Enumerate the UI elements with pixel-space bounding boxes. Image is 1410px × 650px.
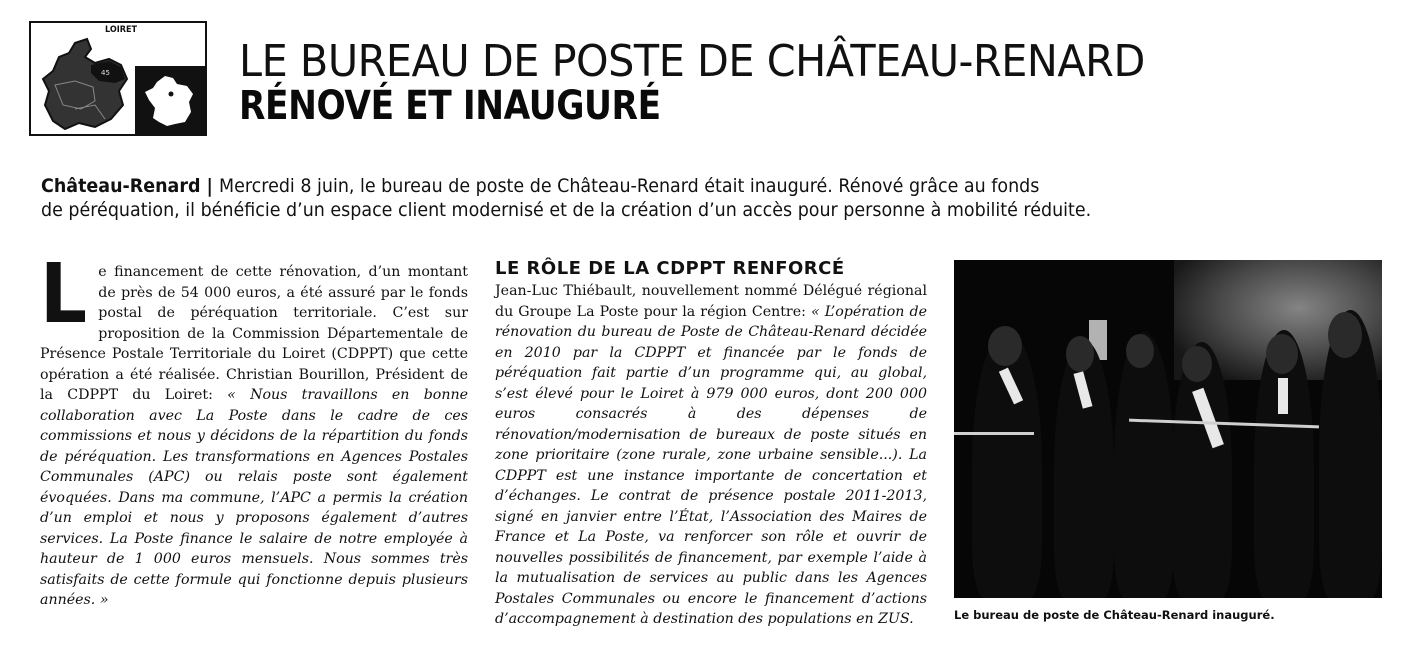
column1-quote: « Nous travaillons en bonne collaboration avec La Poste dans le cadre de ces commissions et nous y décidons de la répartition du fonds de péréquation. Les transformations en Agences Postales Communales (APC) ou relais poste sont également évoquées. Dans ma commune, l’APC a permis la création d’un emploi et nous y proposons également d’autres services. La Poste finance le salaire de notre employée à hauteur de 1 000 euros mensuels. Nous sommes très satisfaits de cette formule qui fonctionne depuis plusieurs années. » [40, 387, 468, 608]
section-subhead: LE RÔLE DE LA CDPPT RENFORCÉ [495, 258, 845, 279]
column2-quote: « L’opération de rénovation du bureau de Poste de Château-Renard décidée en 2010 par la CDPPT et financée par le fonds de péréquation fait partie d’un programme qui, au global, s’est élevé pour le Loiret à 979 000 euros, dont 200 000 euros consacrés à des dépenses de rénovation/modernisation de bureaux de poste situés en zone prioritaire (zone rurale, zone urbaine sensible...). La CDPPT est une instance importante de concertation et d’échanges. Le contrat de présence postale 2011-2013, signé en janvier entre l’État, l’Association des Maires de France et La Poste, va renforcer son rôle et ouvrir de nouvelles possibilités de financement, par exemple l’aide à la mutualisation de services au public dans les Agences Postales Communales ou encore le financement d’actions d’accompagnement à destination des populations en ZUS. [495, 303, 927, 627]
photo-face [1328, 312, 1362, 358]
lede-place: Château-Renard [41, 175, 201, 197]
lede-separator: | [200, 175, 220, 197]
body-column-2 [495, 281, 927, 630]
column2-text-roman: Jean-Luc Thiébault, nouvellement nommé Délégué régional du Groupe La Poste pour la région Centre: [495, 283, 927, 320]
headline-line1: LE BUREAU DE POSTE DE CHÂTEAU-RENARD [239, 36, 1145, 87]
article-lede [41, 174, 1283, 222]
lede-line2: de péréquation, il bénéficie d’un espace client modernisé et de la création d’un accès pour personne à mobilité réduite. [41, 199, 1092, 221]
loiret-locator-logo [29, 21, 207, 136]
article-headline [239, 36, 1203, 129]
inauguration-photo [954, 260, 1382, 598]
loiret-map-icon [35, 35, 145, 133]
photo-face [1182, 346, 1212, 382]
photo-face [1126, 334, 1154, 368]
logo-label: LOIRET [105, 25, 138, 35]
photo-face [988, 326, 1022, 366]
column1-text-roman: e financement de cette rénovation, d’un montant de près de 54 000 euros, a été assuré par le fonds postal de péréquation territoriale. C’est sur proposition de la Commission Départementale de Présence Postale Territoriale du Loiret (CDPPT) que cette opération a été réalisée. Christian Bourillon, Président de la CDPPT du Loiret: [40, 264, 468, 403]
photo-face [1266, 334, 1298, 374]
svg-text:45: 45 [101, 69, 110, 77]
photo-ribbon [954, 432, 1034, 435]
photo-face [1066, 336, 1094, 372]
france-map-icon [135, 66, 205, 134]
dropcap: L [40, 247, 88, 342]
photo-shirt [1278, 378, 1288, 414]
body-column-1 [40, 247, 468, 611]
headline-line2: RÉNOVÉ ET INAUGURÉ [239, 83, 661, 129]
lede-line1: Mercredi 8 juin, le bureau de poste de Château-Renard était inauguré. Rénové grâce au fonds [219, 175, 1040, 197]
photo-caption: Le bureau de poste de Château-Renard inauguré. [954, 608, 1275, 622]
photo-person [1114, 332, 1174, 598]
